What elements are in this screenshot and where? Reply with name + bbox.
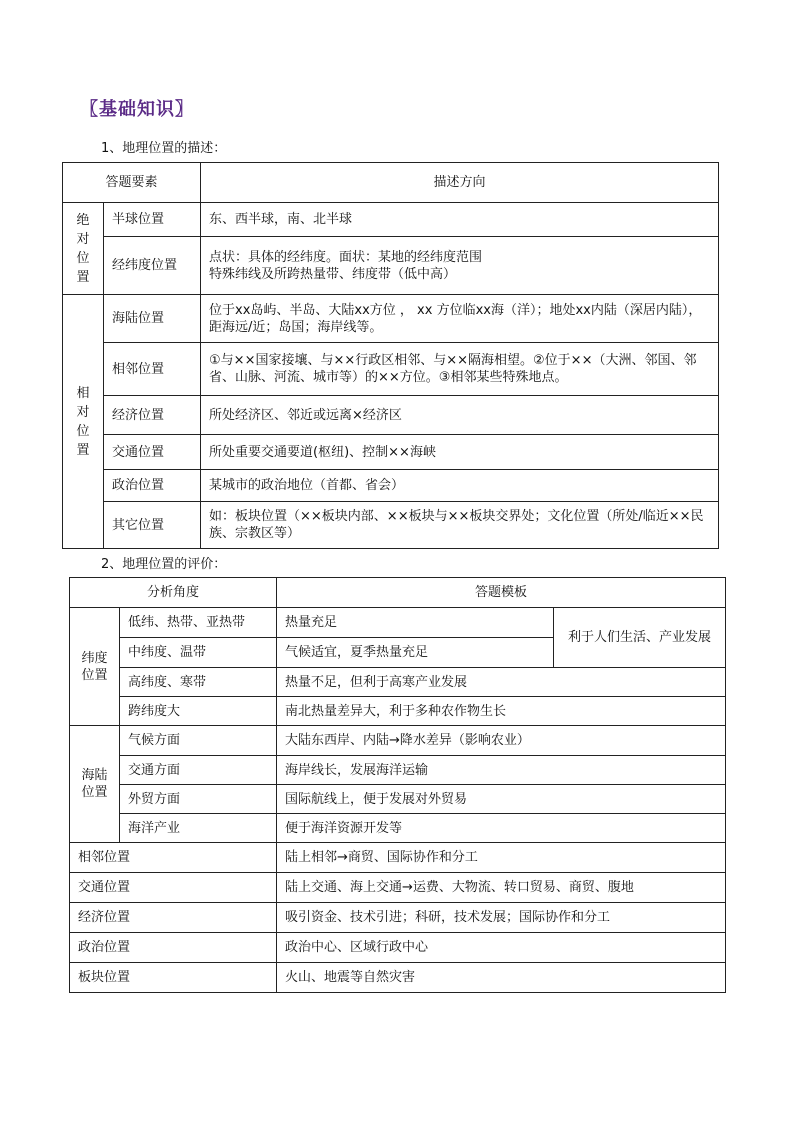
table-row (63, 237, 719, 295)
element-desc: 位于xx岛屿、半岛、大陆xx方位 ， xx 方位临xx海（洋）；地处xx内陆（深居内陆），距海远/近；岛国；海岸线等。 (201, 295, 719, 343)
table-row (70, 963, 726, 993)
table-row (63, 396, 719, 435)
group-label-relative: 相 对 位 置 (63, 295, 104, 549)
template-desc: 国际航线上，便于发展对外贸易 (277, 785, 726, 814)
element-name: 交通位置 (104, 435, 201, 470)
table-row (63, 470, 719, 502)
template-desc: 热量不足，但利于高寒产业发展 (277, 668, 726, 697)
element-desc: 东、西半球，南、北半球 (201, 203, 719, 237)
angle-name: 经济位置 (70, 903, 277, 933)
element-name: 经济位置 (104, 396, 201, 435)
element-name: 其它位置 (104, 502, 201, 549)
desc-line: 特殊纬线及所跨热量带、纬度带（低中高） (209, 266, 457, 282)
template-desc: 海岸线长，发展海洋运输 (277, 756, 726, 785)
element-desc: 所处经济区、邻近或远离×经济区 (201, 396, 719, 435)
table-row (70, 814, 726, 843)
template-desc: 陆上相邻→商贸、国际协作和分工 (277, 843, 726, 873)
template-desc: 吸引资金、技术引进；科研，技术发展；国际协作和分工 (277, 903, 726, 933)
column-header: 描述方向 (201, 163, 719, 203)
element-desc (201, 237, 719, 295)
table-row (70, 608, 726, 638)
desc-line: 点状：具体的经纬度。面状：某地的经纬度范围 (209, 249, 483, 265)
angle-name: 交通方面 (120, 756, 277, 785)
angle-name: 相邻位置 (70, 843, 277, 873)
group-label-latitude: 纬度 位置 (70, 608, 120, 726)
shared-note: 利于人们生活、产业发展 (554, 608, 726, 668)
angle-name: 海洋产业 (120, 814, 277, 843)
template-desc: 气候适宜，夏季热量充足 (277, 638, 554, 668)
table-row (63, 295, 719, 343)
group-label-absolute: 绝 对 位 置 (63, 203, 104, 295)
angle-name: 板块位置 (70, 963, 277, 993)
table-row (70, 933, 726, 963)
table-row (70, 726, 726, 756)
table-row (70, 903, 726, 933)
angle-name: 中纬度、温带 (120, 638, 277, 668)
angle-name: 交通位置 (70, 873, 277, 903)
element-desc: 如：板块位置（××板块内部、××板块与××板块交界处；文化位置（所处/临近××民族、宗教区等） (201, 502, 719, 549)
element-name: 半球位置 (104, 203, 201, 237)
template-desc: 大陆东西岸、内陆→降水差异（影响农业） (277, 726, 726, 756)
table-row (70, 785, 726, 814)
element-desc: 所处重要交通要道(枢纽)、控制××海峡 (201, 435, 719, 470)
template-desc: 政治中心、区域行政中心 (277, 933, 726, 963)
angle-name: 政治位置 (70, 933, 277, 963)
table-row (63, 203, 719, 237)
table-row (63, 435, 719, 470)
table-row (70, 843, 726, 873)
template-desc: 便于海洋资源开发等 (277, 814, 726, 843)
template-desc: 热量充足 (277, 608, 554, 638)
table-row (70, 873, 726, 903)
element-name: 经纬度位置 (104, 237, 201, 295)
page-heading: 〖基础知识〗 (80, 99, 194, 120)
column-header: 分析角度 (70, 578, 277, 608)
element-desc: ①与××国家接壤、与××行政区相邻、与××隔海相望。②位于××（大洲、邻国、邻省、山脉、河流、城市等）的××方位。③相邻某些特殊地点。 (201, 343, 719, 396)
angle-name: 气候方面 (120, 726, 277, 756)
column-header: 答题要素 (63, 163, 201, 203)
table-row (70, 697, 726, 726)
table-header-row (70, 578, 726, 608)
section2-title: 2、地理位置的评价： (101, 557, 227, 572)
group-label-sea-land: 海陆 位置 (70, 726, 120, 843)
table-row (70, 756, 726, 785)
table-row (70, 668, 726, 697)
element-desc: 某城市的政治地位（首都、省会） (201, 470, 719, 502)
table-row (63, 343, 719, 396)
element-name: 政治位置 (104, 470, 201, 502)
location-description-table (62, 162, 719, 549)
angle-name: 高纬度、寒带 (120, 668, 277, 697)
element-name: 相邻位置 (104, 343, 201, 396)
angle-name: 跨纬度大 (120, 697, 277, 726)
template-desc: 陆上交通、海上交通→运费、大物流、转口贸易、商贸、腹地 (277, 873, 726, 903)
angle-name: 低纬、热带、亚热带 (120, 608, 277, 638)
table-row (63, 502, 719, 549)
template-desc: 火山、地震等自然灾害 (277, 963, 726, 993)
column-header: 答题模板 (277, 578, 726, 608)
table-header-row (63, 163, 719, 203)
section1-title: 1、地理位置的描述： (101, 141, 227, 156)
template-desc: 南北热量差异大，利于多种农作物生长 (277, 697, 726, 726)
element-name: 海陆位置 (104, 295, 201, 343)
location-evaluation-table (69, 577, 726, 993)
angle-name: 外贸方面 (120, 785, 277, 814)
